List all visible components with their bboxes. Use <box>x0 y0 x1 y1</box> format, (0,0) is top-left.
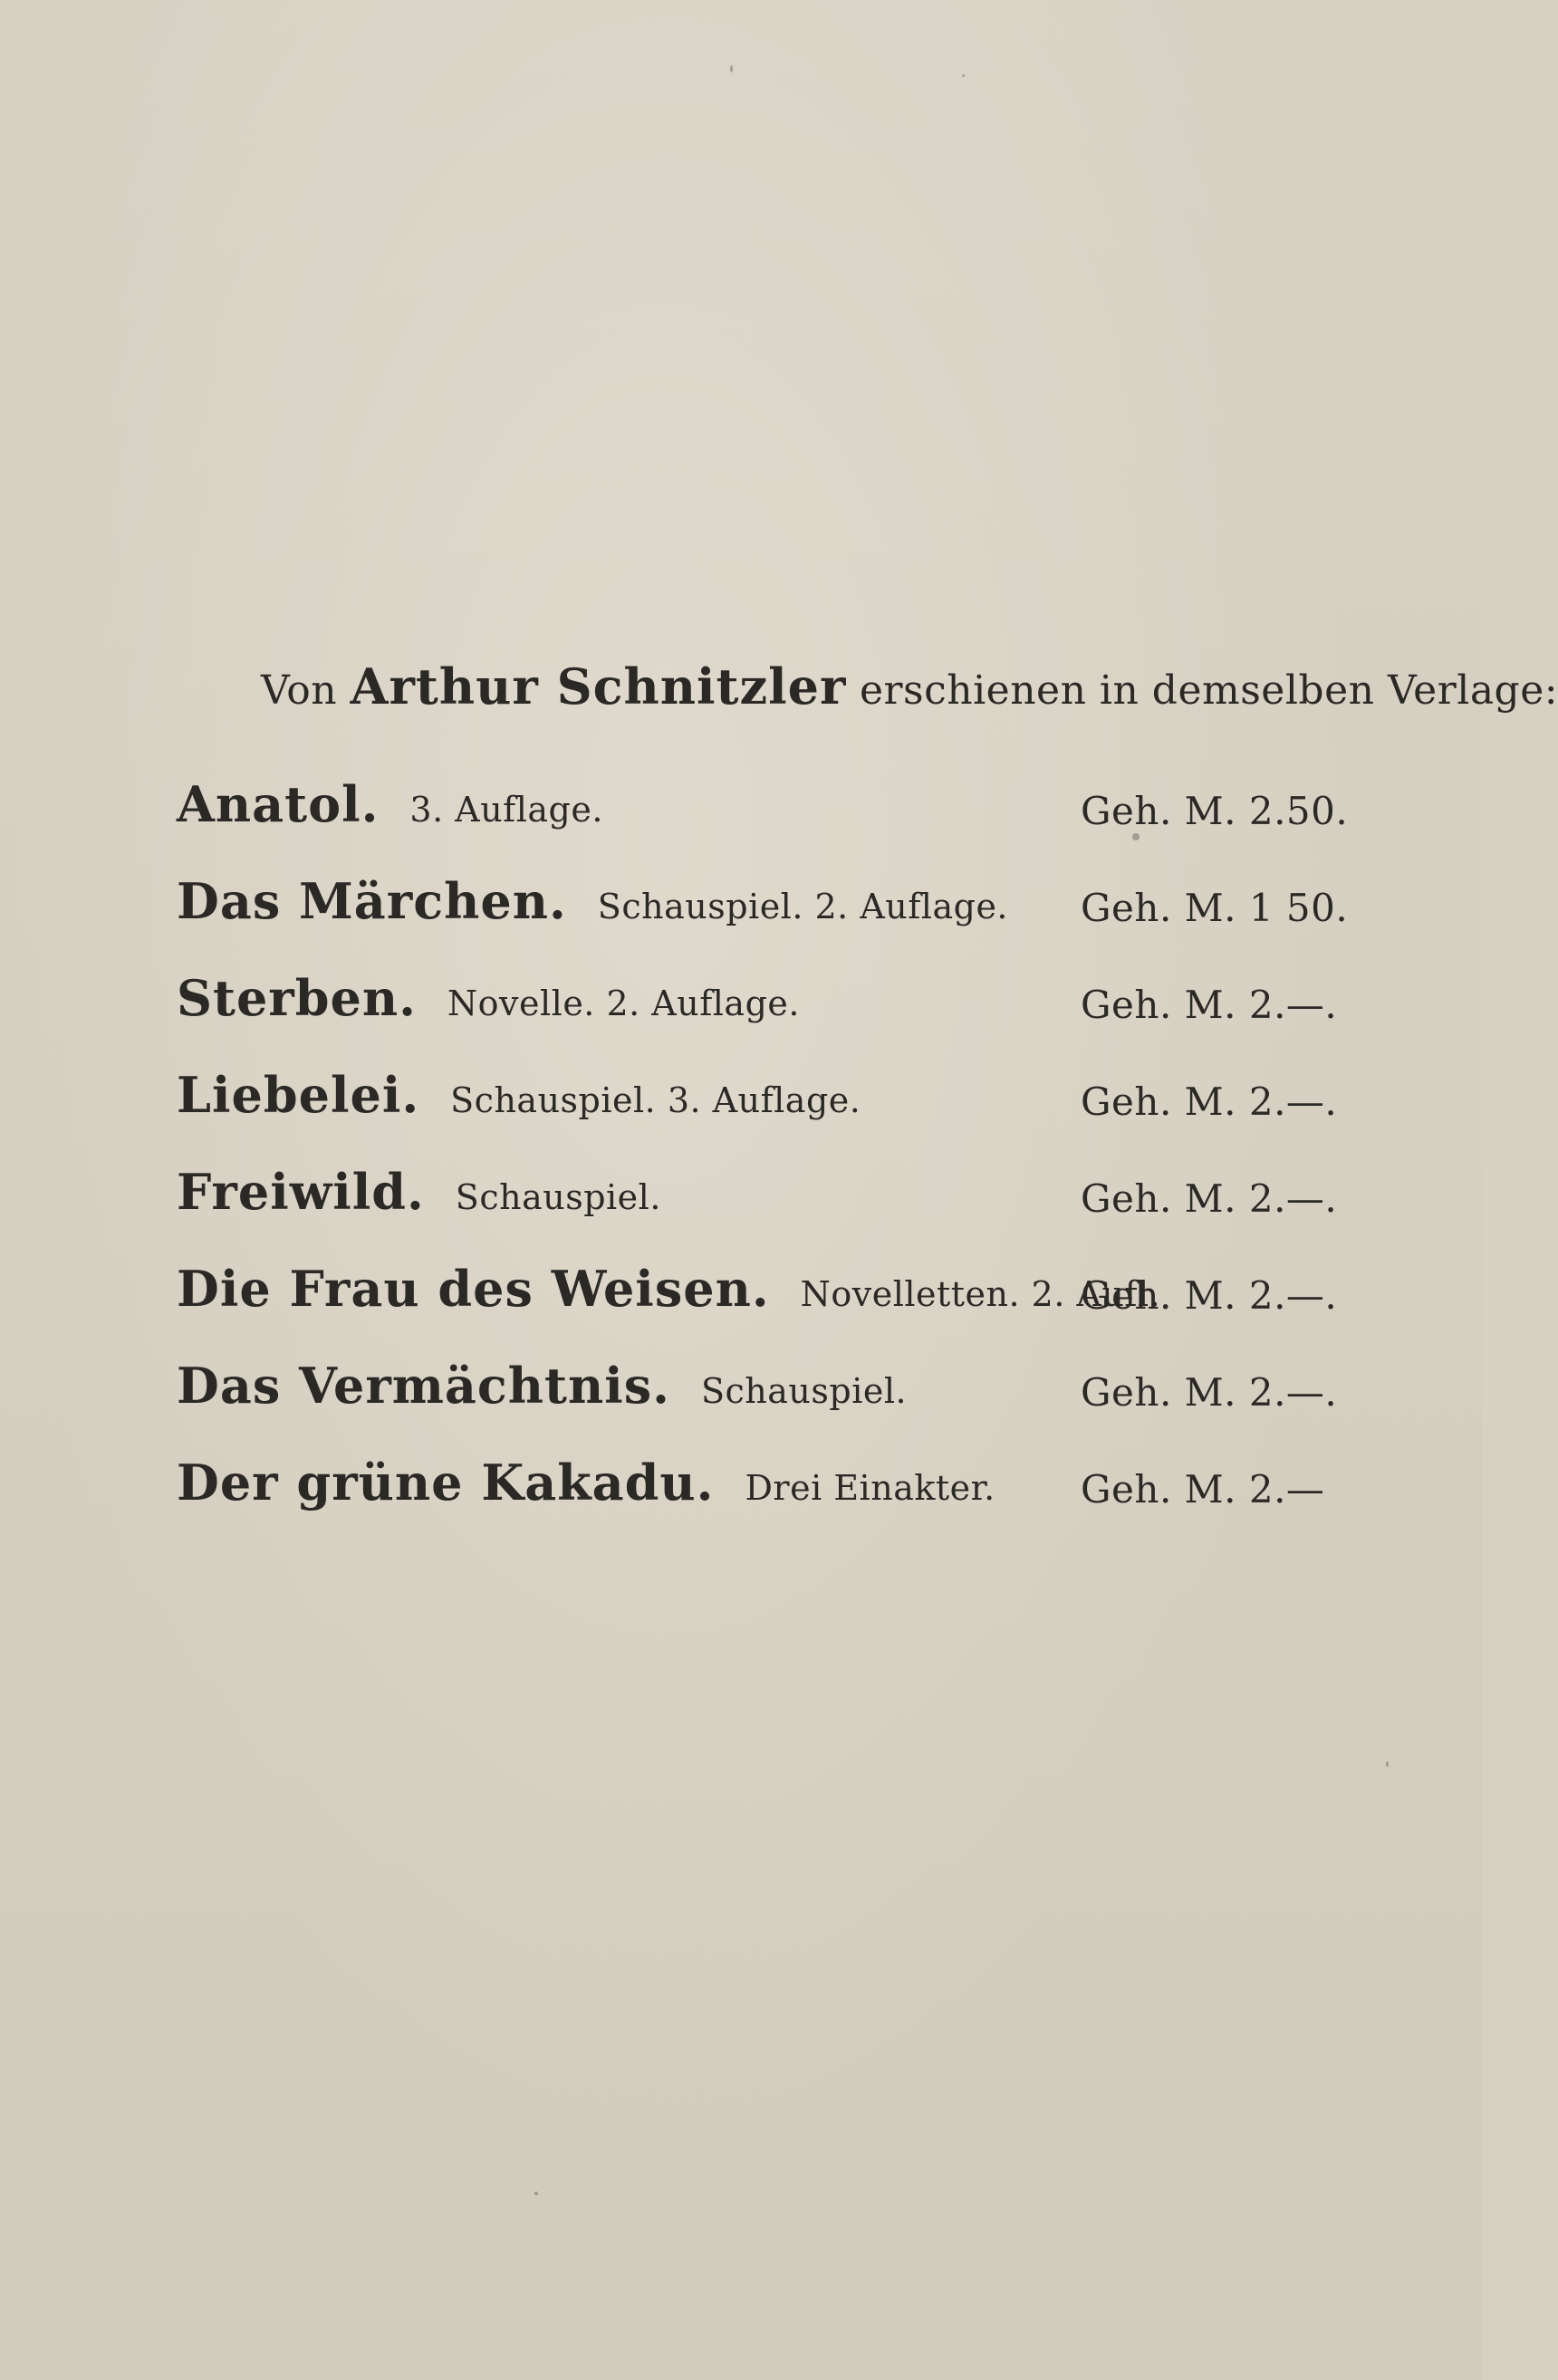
book-title: Freiwild. Schauspiel. <box>177 1163 661 1221</box>
book-price: Geh. M. 1 50. <box>1081 886 1349 930</box>
book-price: Geh. M. 2.—. <box>1081 1080 1338 1124</box>
book-entry <box>177 1448 1354 1521</box>
book-title: Der grüne Kakadu. Drei Einakter. <box>177 1454 995 1511</box>
book-entry <box>177 1157 1354 1230</box>
heading-suffix: erschienen in demselben Verlage: <box>846 667 1558 714</box>
book-subtitle: Schauspiel. <box>700 1371 908 1411</box>
book-subtitle: Schauspiel. 2. Auflage. <box>597 887 1009 926</box>
book-title: Anatol. 3. Auflage. <box>177 775 603 833</box>
book-entry <box>177 1060 1354 1133</box>
book-price: Geh. M. 2.—. <box>1081 1273 1338 1318</box>
book-price: Geh. M. 2.—. <box>1081 983 1338 1027</box>
heading-prefix: Von <box>261 667 351 714</box>
author-name: Arthur Schnitzler <box>350 657 847 715</box>
book-subtitle: Drei Einakter. <box>745 1468 995 1508</box>
book-subtitle: Novelle. 2. Auflage. <box>447 984 800 1023</box>
book-entry <box>177 1254 1354 1327</box>
book-price: Geh. M. 2.—. <box>1081 1176 1338 1221</box>
publisher-list-heading <box>261 657 1558 715</box>
book-title: Das Vermächtnis. Schauspiel. <box>177 1357 908 1415</box>
book-price: Geh. M. 2.—. <box>1081 1370 1338 1415</box>
book-entry <box>177 770 1354 842</box>
book-title: Sterben. Novelle. 2. Auflage. <box>177 969 800 1027</box>
book-price: Geh. M. 2.50. <box>1081 789 1349 833</box>
book-title: Das Märchen. Schauspiel. 2. Auflage. <box>177 872 1009 930</box>
book-entry <box>177 964 1354 1036</box>
book-subtitle: 3. Auflage. <box>409 790 603 830</box>
book-entry <box>177 867 1354 939</box>
book-title: Liebelei. Schauspiel. 3. Auflage. <box>177 1066 861 1124</box>
paper-speck <box>1386 1761 1389 1767</box>
paper-speck <box>730 65 733 72</box>
book-price: Geh. M. 2.— <box>1081 1467 1325 1511</box>
book-title: Die Frau des Weisen. Novelletten. 2. Aufl. <box>177 1260 1161 1318</box>
paper-speck <box>534 2192 538 2195</box>
book-subtitle: Schauspiel. 3. Auflage. <box>450 1080 861 1120</box>
book-subtitle: Novelletten. 2. Aufl. <box>800 1274 1161 1314</box>
paper-speck <box>962 74 965 77</box>
book-entry <box>177 1351 1354 1424</box>
book-subtitle: Schauspiel. <box>455 1177 661 1217</box>
